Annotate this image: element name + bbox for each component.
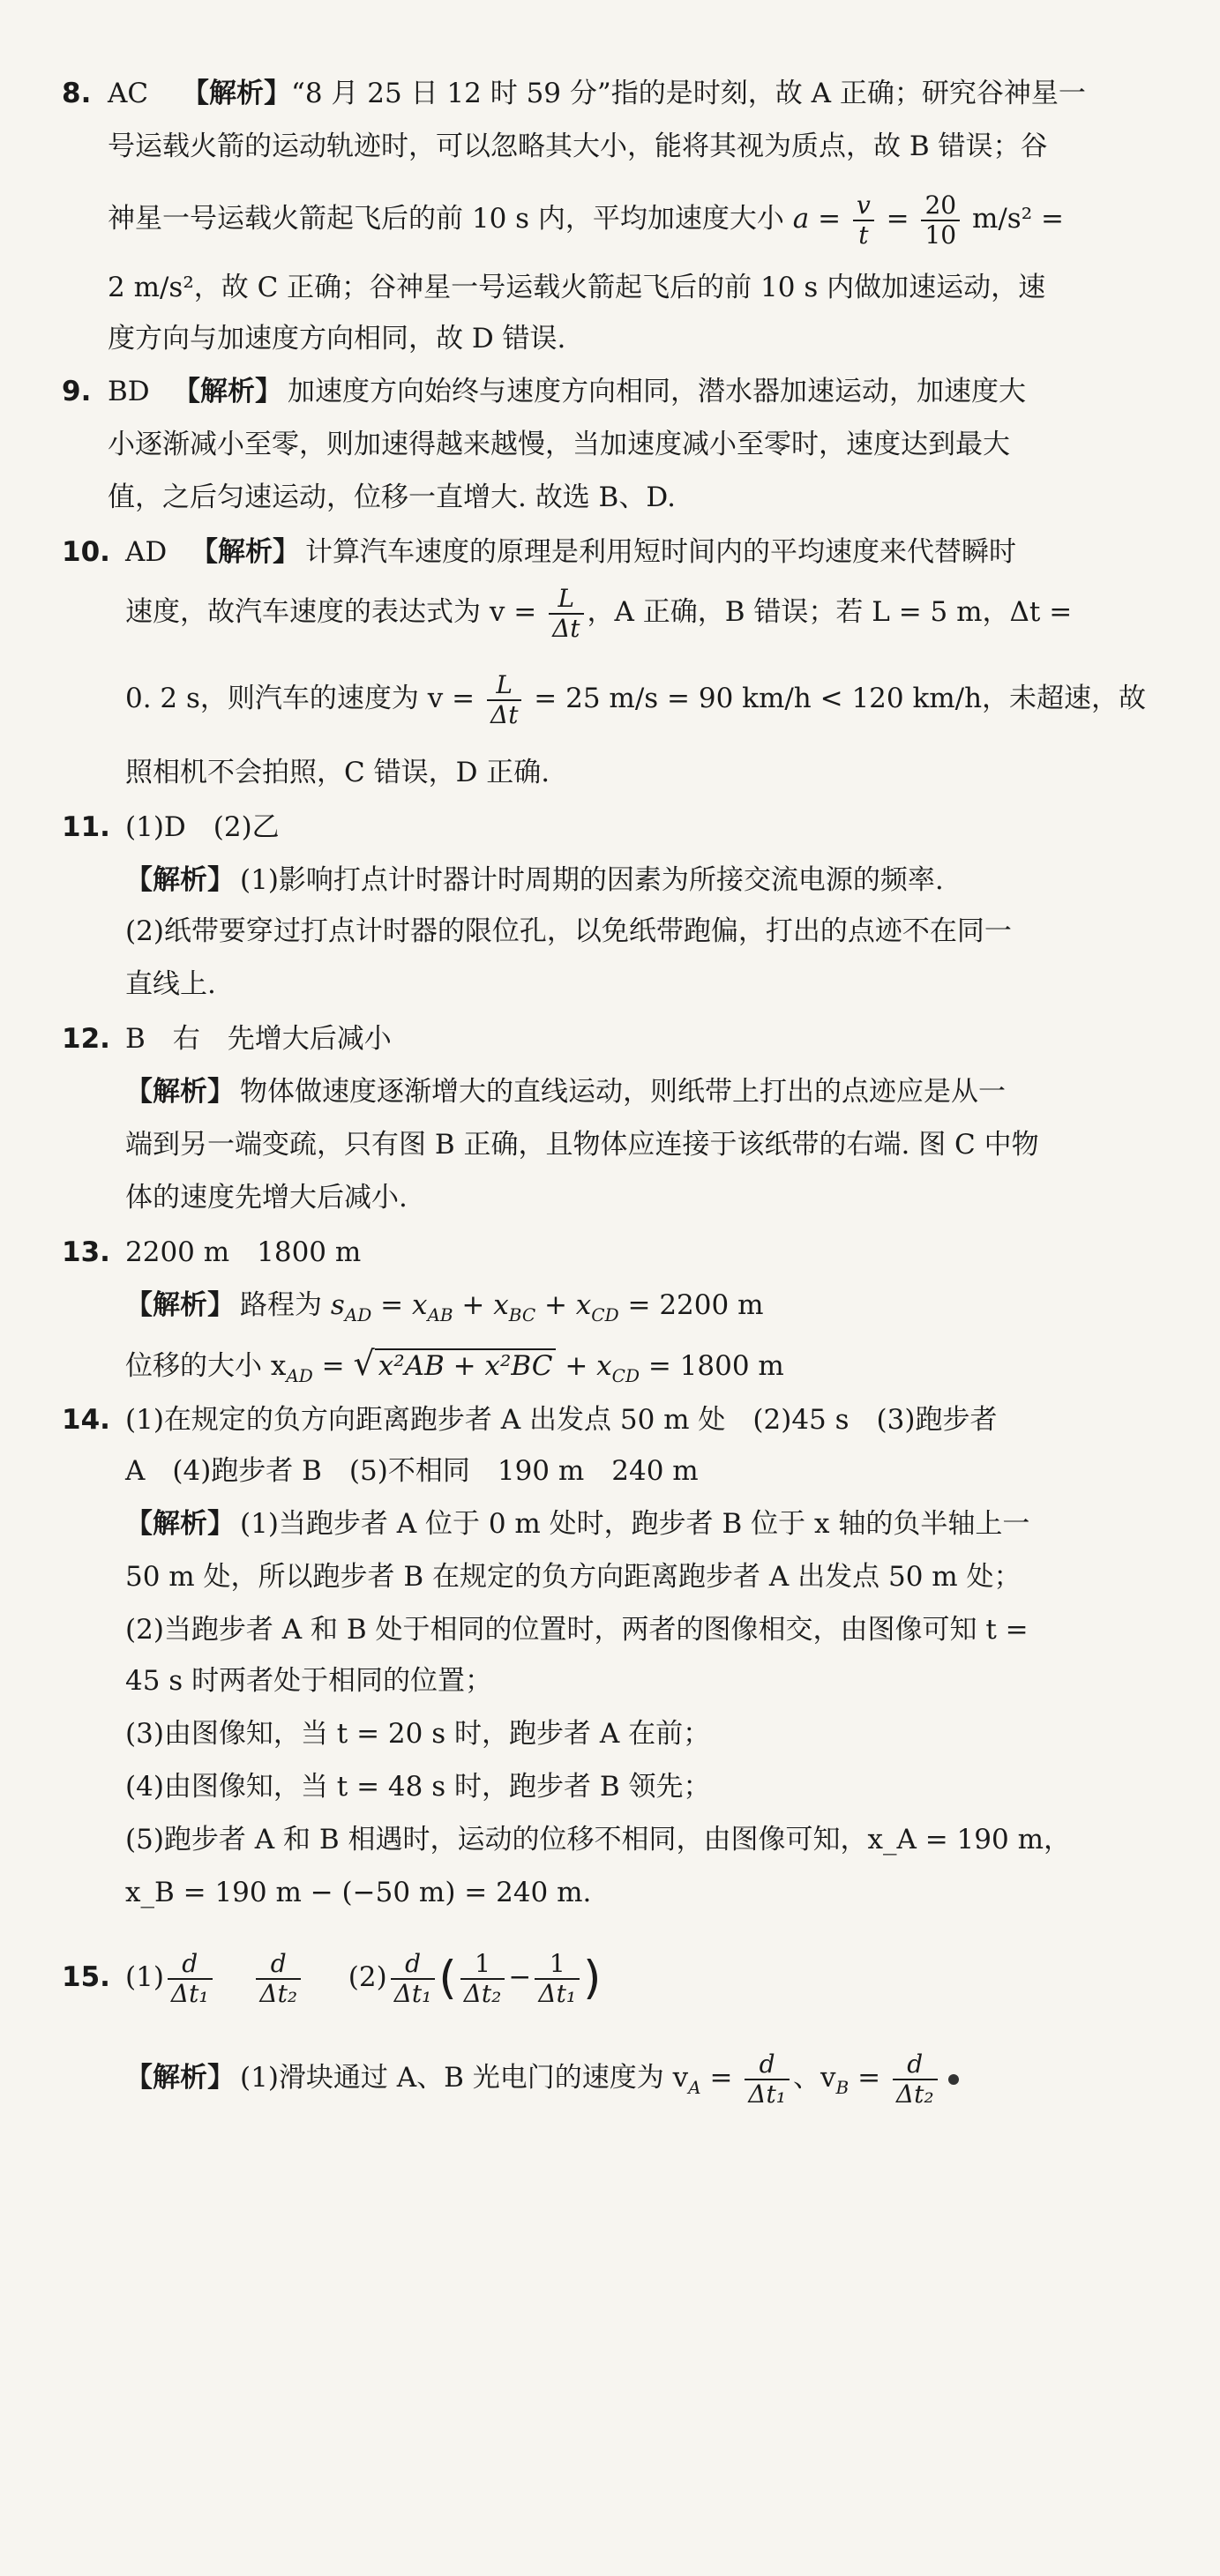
q12-text-2: 端到另一端变疏，只有图 B 正确，且物体应连接于该纸带的右端. 图 C 中物	[125, 1129, 1039, 1161]
q14-text-8: x_B = 190 m − (−50 m) = 240 m.	[125, 1877, 592, 1908]
q10-text-2: 速度，故汽车速度的表达式为 v = $\frac{L}{\Delta t}$ ，A 正确，B 错误；若 L = 5 m，Δt =	[125, 583, 1073, 643]
q14-text-4: 45 s 时两者处于相同的位置；	[125, 1665, 493, 1697]
q9-text-1: 加速度方向始终与速度方向相同，潜水器加速运动，加速度大	[288, 376, 1026, 407]
q8-answer: AC	[108, 78, 149, 109]
q10-fraction-l-over-dt-1: $\frac{L}{\Delta t}$	[549, 585, 583, 643]
q14-text-5: (3)由图像知，当 t = 20 s 时，跑步者 A 在前；	[125, 1718, 711, 1750]
q13-answer: 2200 m 1800 m	[125, 1236, 362, 1268]
q9-answer: BD	[108, 376, 150, 407]
q8-text-4: 2 m/s²，故 C 正确；谷神星一号运载火箭起飞后的前 10 s 内做加速运动，速	[108, 272, 1046, 303]
q10-number: 10.	[62, 536, 110, 568]
q10-text-3: 0. 2 s，则汽车的速度为 v = $\frac{L}{\Delta t}$ = 25 m/s = 90 km/h < 120 km/h，未超速，故	[125, 669, 1147, 729]
q13-line-3	[0, 1340, 1220, 1386]
q12-text-1: 物体做速度逐渐增大的直线运动，则纸带上打出的点迹应是从一	[240, 1076, 1006, 1108]
q8-text-2: 号运载火箭的运动轨迹时，可以忽略其大小，能将其视为质点，故 B 错误；谷	[108, 131, 1048, 162]
q15-answer: (1) $\frac{d}{\text{Δt₁}}$ $\frac{d}{\text{Δt₂}}$ (2) $\frac{d}{\text{Δt₁}}$ ( $\frac{1}{\text{Δt₂}}$ − $\frac{1}{\text{Δt₁}}$ )	[125, 1948, 602, 2008]
q8-line-3	[0, 183, 1220, 254]
q9-analysis-tag: 【解析】	[173, 376, 282, 407]
q11-answer: (1)D (2)乙	[125, 811, 280, 843]
q15-fraction-d-over-dt2: $\frac{d}{\text{Δt₂}}$	[256, 1950, 301, 2008]
q15-fraction-va: $\frac{d}{\text{Δt₁}}$	[745, 2050, 790, 2109]
q9-number: 9.	[62, 376, 92, 407]
q15-fraction-vb: $\frac{d}{\text{Δt₂}}$	[893, 2050, 938, 2109]
q10-fraction-l-over-dt-2: $\frac{L}{\Delta t}$	[487, 671, 521, 729]
q8-fraction-v-over-t: $\frac{v}{t}$	[853, 191, 874, 250]
q13-number: 13.	[62, 1236, 110, 1268]
q10-analysis-tag: 【解析】	[191, 536, 300, 568]
q15-fraction-1-over-dt1: $\frac{1}{\text{Δt₁}}$	[535, 1950, 580, 2008]
q14-answer-2: A (4)跑步者 B (5)不相同 190 m 240 m	[125, 1455, 699, 1487]
q14-text-3: (2)当跑步者 A 和 B 处于相同的位置时，两者的图像相交，由图像可知 t =	[125, 1614, 1029, 1646]
q12-number: 12.	[62, 1023, 110, 1055]
q10-answer: AD	[125, 536, 168, 568]
q15-number: 15.	[62, 1961, 110, 1993]
q13-text-1: 路程为 $s_{AD} = x_{AB} + x_{BC} + x_{CD} = 2200$ m	[240, 1289, 764, 1325]
q8-number: 8.	[62, 78, 92, 109]
q15-line-1	[0, 1937, 1220, 2018]
q14-text-6: (4)由图像知，当 t = 48 s 时，跑步者 B 领先；	[125, 1771, 711, 1803]
q15-line-2	[0, 2037, 1220, 2118]
q13-analysis-tag: 【解析】	[125, 1289, 235, 1321]
q8-text-1: “8 月 25 日 12 时 59 分”指的是时刻，故 A 正确；研究谷神星一	[291, 78, 1086, 109]
q15-fraction-1-over-dt2: $\frac{1}{\text{Δt₂}}$	[460, 1950, 505, 2008]
q15-fraction-d-over-dt1: $\frac{d}{\text{Δt₁}}$	[168, 1950, 213, 2008]
q14-analysis-tag: 【解析】	[125, 1508, 235, 1540]
q13-text-2: 位移的大小 $x_{AD}$ = √ $x^2AB + x^2BC + x_{CD} = 1800$ m	[125, 1340, 784, 1399]
q11-text-2: (2)纸带要穿过打点计时器的限位孔，以免纸带跑偏，打出的点迹不在同一	[125, 915, 1012, 947]
q15-text-1: (1)滑块通过 A、B 光电门的速度为 $v_A$ = $\frac{d}{\text{Δt₁}}$ 、$v_B$ = $\frac{d}{\text{Δt₂}}$	[240, 2037, 959, 2128]
q10-text-1: 计算汽车速度的原理是利用短时间内的平均速度来代替瞬时	[305, 536, 1016, 568]
q10-text-4: 照相机不会拍照，C 错误，D 正确.	[125, 757, 550, 788]
q15-fraction-d-over-dt: $\frac{d}{\text{Δt₁}}$	[391, 1950, 436, 2008]
q9-text-2: 小逐渐减小至零，则加速得越来越慢，当加速度减小至零时，速度达到最大	[108, 429, 1010, 460]
q12-analysis-tag: 【解析】	[125, 1076, 235, 1108]
q11-text-3: 直线上.	[125, 968, 216, 1000]
q12-text-3: 体的速度先增大后减小.	[125, 1182, 408, 1213]
q9-text-3: 值，之后匀速运动，位移一直增大. 故选 B、D.	[108, 482, 676, 513]
q13-square-root: √ x²AB + x²BC	[354, 1340, 557, 1389]
bullet-dot-icon	[948, 2074, 959, 2085]
q11-analysis-tag: 【解析】	[125, 864, 235, 896]
q8-fraction-20-over-10: $\frac{20}{10}$	[921, 191, 960, 250]
q14-text-2: 50 m 处，所以跑步者 B 在规定的负方向距离跑步者 A 出发点 50 m 处；	[125, 1561, 1022, 1593]
q10-line-2	[0, 577, 1220, 647]
q8-analysis-tag: 【解析】	[182, 78, 291, 109]
q11-number: 11.	[62, 811, 110, 843]
q14-text-7: (5)跑步者 A 和 B 相遇时，运动的位移不相同，由图像可知，x_A = 190 m，	[125, 1824, 1071, 1855]
q8-text-5: 度方向与加速度方向相同，故 D 错误.	[108, 323, 566, 355]
q11-text-1: (1)影响打点计时器计时周期的因素为所接交流电源的频率.	[240, 864, 944, 896]
q8-text-3: 神星一号运载火箭起飞后的前 10 s 内，平均加速度大小 a = $\frac{v}{t}$ = $\frac{20}{10}$ m/s² =	[108, 190, 1064, 250]
q14-number: 14.	[62, 1404, 110, 1436]
q14-answer-1: (1)在规定的负方向距离跑步者 A 出发点 50 m 处 (2)45 s (3)跑步者	[125, 1404, 998, 1436]
q12-answer: B 右 先增大后减小	[125, 1023, 392, 1055]
q14-text-1: (1)当跑步者 A 位于 0 m 处时，跑步者 B 位于 x 轴的负半轴上一	[240, 1508, 1030, 1540]
q15-analysis-tag: 【解析】	[125, 2062, 235, 2094]
q10-line-3	[0, 663, 1220, 734]
